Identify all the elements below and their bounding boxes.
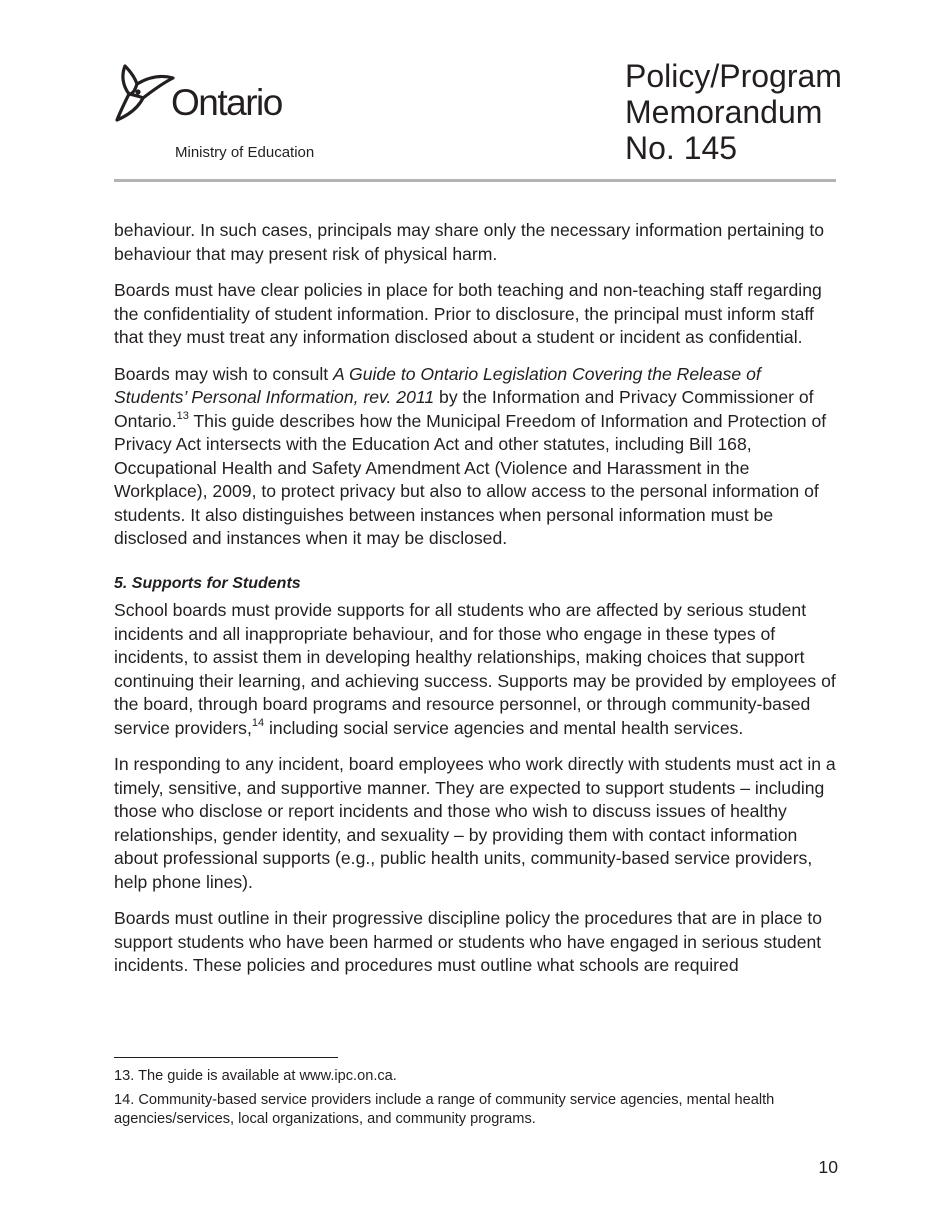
paragraph-2: Boards must have clear policies in place for both teaching and non-teaching staff regarding the confidentiality of student information. Prior to disclosure, the principal must inform staff that they must treat any information disclosed about a student or incident as confidential. [114, 280, 822, 347]
footnote-13: 13. The guide is available at www.ipc.on.ca. [114, 1068, 397, 1084]
paragraph-4-main: School boards must provide supports for all students who are affected by serious student incidents and all inappropriate behaviour, and for those who engage in these types of incidents, to assist them in developing healthy relationships, making choices that support continuing their learning, and achieving success. Supports may be provided by employees of the board, through board programs and resource personnel, or through community-based service providers, [114, 600, 836, 738]
body-content [114, 219, 838, 991]
footnote-ref-13: 13 [176, 409, 189, 422]
paragraph-1: behaviour. In such cases, principals may share only the necessary information pertaining to behaviour that may present risk of physical harm. [114, 220, 824, 264]
paragraph-6: Boards must outline in their progressive discipline policy the procedures that are in place to support students who have been harmed or students who have engaged in serious student incidents. These policies and procedures must outline what schools are required [114, 908, 823, 975]
footnotes [114, 1067, 834, 1134]
guide-title: A Guide to Ontario Legislation Covering the Release of Students’ Personal Information, rev. 2011 [114, 363, 761, 407]
trillium-icon [113, 62, 179, 124]
paragraph-4-rest: including social service agencies and mental health services. [264, 717, 744, 738]
paragraph-3-rest: This guide describes how the Municipal Freedom of Information and Protection of Privacy Act intersects with the Education Act and other statutes, including Bill 168, Occupational Health and Safety Amendment Act (Violence and Harassment in the Workplace), 2009, to protect privacy but also to allow access to the personal information of students. It also distinguishes between instances when personal information must be disclosed and instances when it may be disclosed. [114, 410, 827, 548]
page-number: 10 [818, 1157, 838, 1177]
paragraph-3-intro: Boards may wish to consult [114, 363, 334, 384]
ontario-logo [113, 62, 353, 172]
ministry-name: Ministry of Education [175, 144, 315, 161]
footnote-divider [114, 1057, 338, 1058]
paragraph-5: In responding to any incident, board employees who work directly with students must act in a timely, sensitive, and supportive manner. They are expected to support students – including those who disclose or report incidents and those who wish to discuss issues of healthy relationships, gender identity, and sexuality – by providing them with contact information about professional supports (e.g., public health units, community-based service providers, help phone lines). [114, 754, 836, 892]
paragraph-4 [114, 599, 838, 740]
footnote-ref-14: 14 [251, 716, 265, 729]
ontario-wordmark: Ontario [171, 82, 282, 123]
memo-title-line-1: Policy/Program [625, 58, 842, 94]
memo-title-line-2: Memorandum [625, 94, 823, 130]
memo-title-line-3: No. 145 [625, 130, 738, 166]
paragraph-3-middle: by the Information and Privacy Commissioner of Ontario. [114, 387, 814, 431]
paragraph-3 [114, 363, 838, 551]
memo-title [625, 58, 842, 166]
section-heading: 5. Supports for Students [114, 574, 301, 592]
header-divider [114, 179, 836, 182]
footnote-14: 14. Community-based service providers include a range of community service agencies, mental health agencies/services, local organizations, and community programs. [114, 1092, 775, 1127]
